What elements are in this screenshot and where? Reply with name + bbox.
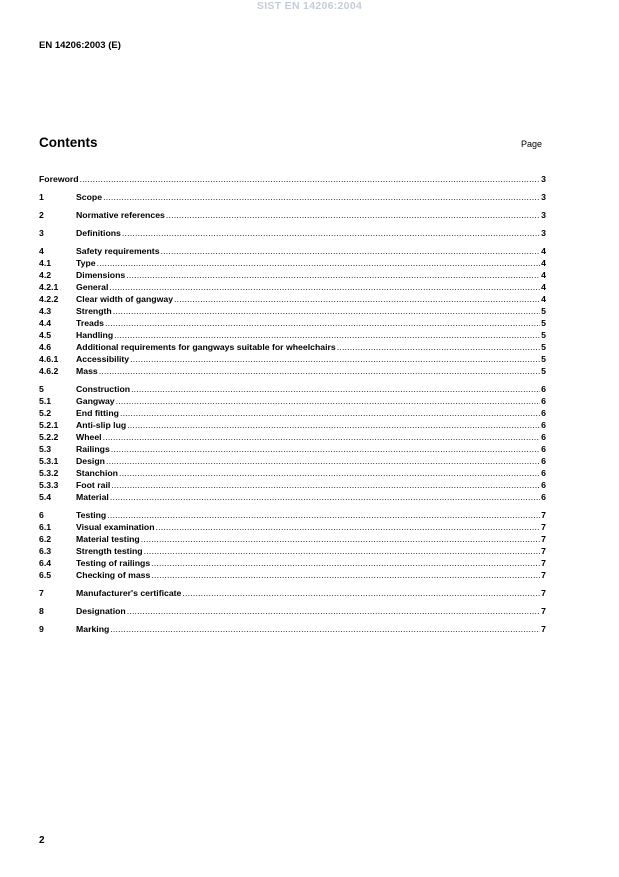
toc-dot-leader [144,545,541,557]
toc-entry[interactable] [39,227,546,239]
toc-dot-leader [119,467,540,479]
toc-dot-leader [80,173,541,185]
toc-entry[interactable] [39,329,546,341]
toc-entry-page: 3 [541,192,546,202]
toc-entry-title: Stanchion [76,468,118,478]
toc-entry[interactable] [39,491,546,503]
toc-entry-number: 4.3 [39,306,52,316]
toc-entry[interactable] [39,173,546,185]
toc-entry[interactable] [39,257,546,269]
toc-entry[interactable] [39,623,546,635]
toc-entry[interactable] [39,479,546,491]
toc-entry-number: 5.3.3 [39,480,59,490]
toc-entry-number: 4.6.2 [39,366,59,376]
toc-entry-number: 6.2 [39,534,52,544]
toc-dot-leader [116,395,541,407]
toc-entry-title: Foot rail [76,480,111,490]
toc-dot-leader [111,479,540,491]
toc-dot-leader [182,587,540,599]
toc-entry-page: 7 [541,558,546,568]
toc-entry-page: 6 [541,384,546,394]
toc-entry-page: 6 [541,420,546,430]
toc-dot-leader [126,269,540,281]
toc-entry[interactable] [39,545,546,557]
toc-entry-page: 7 [541,534,546,544]
toc-dot-leader [141,533,540,545]
toc-entry[interactable] [39,443,546,455]
toc-entry-title: Visual examination [76,522,155,532]
toc-dot-leader [127,419,540,431]
toc-entry-title: Dimensions [76,270,126,280]
toc-entry-page: 6 [541,456,546,466]
toc-entry[interactable] [39,455,546,467]
toc-entry-title: Clear width of gangway [76,294,174,304]
toc-entry-page: 3 [541,174,546,184]
toc-dot-leader [105,317,540,329]
toc-entry-page: 5 [541,306,546,316]
toc-entry[interactable] [39,467,546,479]
toc-entry-number: 2 [39,210,44,220]
toc-dot-leader [113,305,540,317]
toc-dot-leader [156,521,541,533]
toc-entry-number: 4.6 [39,342,52,352]
toc-entry-number: 5.2.2 [39,432,59,442]
toc-entry-page: 4 [541,294,546,304]
toc-entry[interactable] [39,383,546,395]
page-column-label: Page [521,139,543,149]
toc-entry-number: 5.3.1 [39,456,59,466]
toc-entry-page: 6 [541,396,546,406]
toc-entry[interactable] [39,305,546,317]
toc-entry-title: Strength testing [76,546,143,556]
toc-entry[interactable] [39,293,546,305]
toc-entry-title: Material testing [76,534,140,544]
toc-dot-leader [151,569,540,581]
toc-entry[interactable] [39,521,546,533]
toc-entry[interactable] [39,317,546,329]
toc-entry-number: 6.4 [39,558,52,568]
toc-entry-title: General [76,282,109,292]
toc-entry-title: Material [76,492,109,502]
toc-entry[interactable] [39,605,546,617]
toc-entry[interactable] [39,533,546,545]
toc-entry-number: 5.3.2 [39,468,59,478]
toc-entry-title: Construction [76,384,131,394]
toc-entry-title: Scope [76,192,103,202]
toc-entry-number: 5.4 [39,492,52,502]
toc-entry[interactable] [39,431,546,443]
watermark: SIST EN 14206:2004 [256,0,363,12]
toc-dot-leader [106,455,540,467]
toc-entry-title: Handling [76,330,114,340]
toc-entry[interactable] [39,281,546,293]
toc-entry-number: 5.3 [39,444,52,454]
toc-entry-number: 5.2.1 [39,420,59,430]
toc-entry-number: 4.5 [39,330,52,340]
toc-dot-leader [114,329,540,341]
toc-entry-page: 5 [541,318,546,328]
toc-entry-page: 4 [541,270,546,280]
toc-entry-page: 6 [541,468,546,478]
toc-entry[interactable] [39,395,546,407]
toc-entry-page: 3 [541,210,546,220]
toc-entry-title: Strength [76,306,112,316]
toc-dot-leader [151,557,540,569]
toc-entry-page: 7 [541,546,546,556]
toc-dot-leader [130,353,540,365]
toc-entry-number: 5.2 [39,408,52,418]
toc-dot-leader [97,257,541,269]
toc-entry-page: 7 [541,510,546,520]
toc-entry-number: 6 [39,510,44,520]
toc-entry[interactable] [39,209,546,221]
toc-dot-leader [109,281,540,293]
toc-entry-page: 7 [541,606,546,616]
toc-dot-leader [99,365,540,377]
toc-entry-number: 3 [39,228,44,238]
toc-entry-title: Treads [76,318,105,328]
toc-entry[interactable] [39,569,546,581]
toc-dot-leader [131,383,540,395]
toc-entry-title: Designation [76,606,126,616]
toc-dot-leader [103,191,540,203]
toc-entry-title: Accessibility [76,354,130,364]
toc-entry-page: 6 [541,444,546,454]
toc-entry-title: Wheel [76,432,102,442]
toc-entry-title: Gangway [76,396,115,406]
toc-entry-title: Testing [76,510,107,520]
toc-entry-title: End fitting [76,408,119,418]
toc-dot-leader [337,341,540,353]
toc-entry-page: 5 [541,330,546,340]
toc-entry-page: 5 [541,342,546,352]
toc-entry-title: Normative references [76,210,165,220]
toc-entry-title: Foreword [39,174,79,184]
toc-entry-title: Testing of railings [76,558,151,568]
toc-entry-number: 6.1 [39,522,52,532]
toc-entry-page: 7 [541,588,546,598]
toc-entry-page: 4 [541,282,546,292]
toc-entry-title: Design [76,456,105,466]
toc-dot-leader [103,431,541,443]
toc-entry-page: 4 [541,258,546,268]
toc-entry-number: 6.3 [39,546,52,556]
toc-entry-page: 6 [541,432,546,442]
toc-entry-number: 6.5 [39,570,52,580]
toc-entry-number: 4.1 [39,258,52,268]
toc-entry[interactable] [39,509,546,521]
toc-entry[interactable] [39,419,546,431]
toc-entry-number: 4.2.1 [39,282,59,292]
toc-entry[interactable] [39,587,546,599]
toc-entry-title: Marking [76,624,110,634]
toc-entry-title: Checking of mass [76,570,151,580]
toc-entry-number: 1 [39,192,44,202]
toc-entry-title: Additional requirements for gangways suitable for wheelchairs [76,342,336,352]
toc-entry-page: 6 [541,408,546,418]
document-id: EN 14206:2003 (E) [39,40,121,51]
page-number: 2 [39,835,45,846]
toc-dot-leader [111,443,540,455]
toc-entry-page: 5 [541,354,546,364]
toc-entry[interactable] [39,557,546,569]
toc-entry-number: 4.4 [39,318,52,328]
toc-dot-leader [120,407,540,419]
toc-entry[interactable] [39,245,546,257]
toc-entry-number: 4.2.2 [39,294,59,304]
toc-entry-title: Safety requirements [76,246,160,256]
toc-entry-number: 4.2 [39,270,52,280]
toc-dot-leader [110,623,540,635]
toc-entry[interactable] [39,341,546,353]
toc-entry[interactable] [39,353,546,365]
toc-entry-page: 6 [541,480,546,490]
toc-entry-number: 9 [39,624,44,634]
toc-entry-page: 7 [541,624,546,634]
toc-dot-leader [127,605,540,617]
toc-entry-page: 3 [541,228,546,238]
table-of-contents [39,173,546,635]
toc-entry-title: Mass [76,366,98,376]
toc-entry-page: 7 [541,570,546,580]
toc-dot-leader [174,293,540,305]
contents-title: Contents [39,135,98,150]
toc-entry-title: Railings [76,444,110,454]
toc-entry-title: Manufacturer's certificate [76,588,182,598]
toc-dot-leader [166,209,540,221]
toc-dot-leader [110,491,540,503]
toc-dot-leader [107,509,540,521]
toc-entry[interactable] [39,365,546,377]
toc-entry-page: 6 [541,492,546,502]
toc-entry[interactable] [39,269,546,281]
toc-entry-page: 7 [541,522,546,532]
toc-entry-page: 5 [541,366,546,376]
toc-entry-number: 5 [39,384,44,394]
toc-entry[interactable] [39,191,546,203]
toc-entry-number: 4 [39,246,44,256]
toc-entry-title: Anti-slip lug [76,420,127,430]
toc-dot-leader [122,227,540,239]
toc-entry-number: 4.6.1 [39,354,59,364]
toc-entry-number: 7 [39,588,44,598]
toc-entry[interactable] [39,407,546,419]
toc-dot-leader [161,245,541,257]
toc-entry-number: 5.1 [39,396,52,406]
toc-entry-number: 8 [39,606,44,616]
toc-entry-page: 4 [541,246,546,256]
toc-entry-title: Definitions [76,228,121,238]
toc-entry-title: Type [76,258,96,268]
